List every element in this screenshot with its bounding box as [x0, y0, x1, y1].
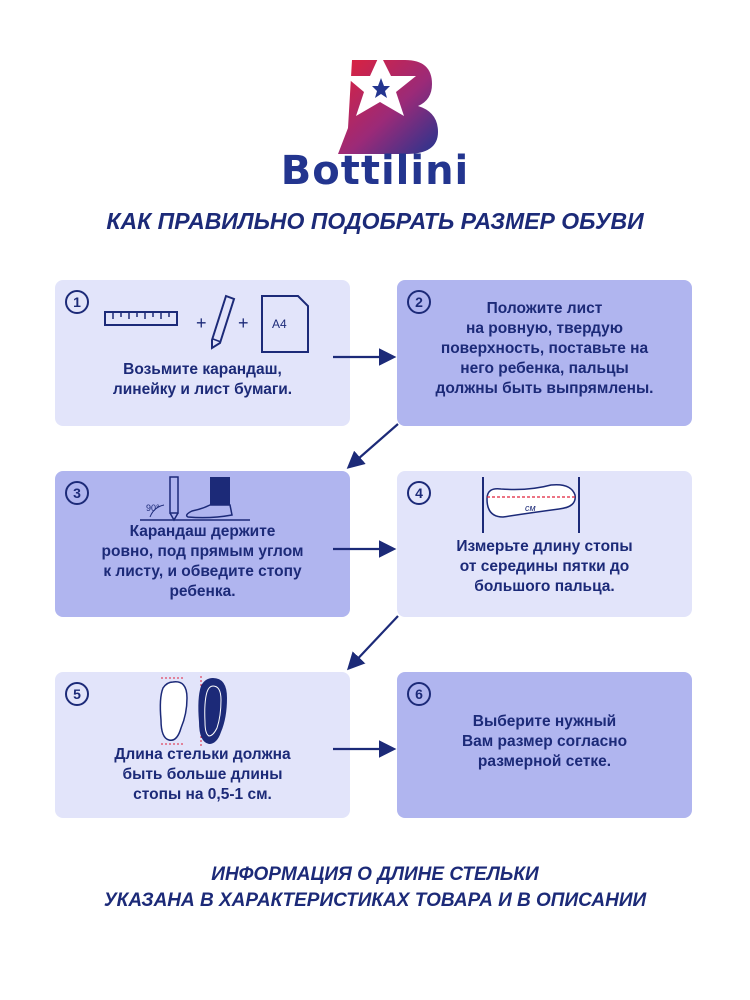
step-card-6: [397, 672, 692, 818]
step-card-1: [55, 280, 350, 426]
step-number: 2: [407, 290, 431, 314]
svg-text:+: +: [238, 313, 249, 333]
step-text: Выберите нужный Вам размер согласно размерной сетке.: [461, 713, 628, 770]
angle-label: 90°: [146, 503, 160, 513]
step-number: 4: [407, 481, 431, 505]
step-card-3: [55, 471, 350, 617]
arrow-diag-2: [350, 616, 398, 667]
svg-text:+: +: [196, 313, 207, 333]
cm-label: см: [525, 503, 536, 513]
foot-tracing-icon: [140, 473, 250, 523]
step-number: 3: [65, 481, 89, 505]
step-number: 1: [65, 290, 89, 314]
step-text: Возьмите карандаш, линейку и лист бумаги.: [112, 361, 293, 398]
foot-and-insole-icon: [155, 674, 235, 746]
step-card-2: [397, 280, 692, 426]
arrow-diag-1: [350, 424, 398, 466]
brand-name: Bottilini: [280, 148, 470, 194]
step-text: Измерьте длину стопы от середины пятки до большого пальца.: [456, 538, 633, 595]
step-card-4: [397, 471, 692, 617]
step-text: Положите лист на ровную, твердую поверхность, поставьте на него ребенка, пальцы должны быть выпрямлены.: [435, 300, 654, 397]
step-text: Длина стельки должна быть больше длины стопы на 0,5-1 см.: [114, 746, 291, 803]
a4-label: A4: [272, 317, 287, 331]
footer-note: ИНФОРМАЦИЯ О ДЛИНЕ СТЕЛЬКИ УКАЗАНА В ХАРАКТЕРИСТИКАХ ТОВАРА И В ОПИСАНИИ: [103, 864, 647, 911]
page-title: КАК ПРАВИЛЬНО ПОДОБРАТЬ РАЗМЕР ОБУВИ: [106, 208, 644, 234]
step-text: Карандаш держите ровно, под прямым углом к листу, и обведите стопу ребенка.: [101, 523, 304, 600]
ruler-pencil-paper-icon: [100, 290, 320, 356]
step-number: 6: [407, 682, 431, 706]
step-number: 5: [65, 682, 89, 706]
step-card-5: [55, 672, 350, 818]
foot-measure-icon: [479, 475, 589, 535]
